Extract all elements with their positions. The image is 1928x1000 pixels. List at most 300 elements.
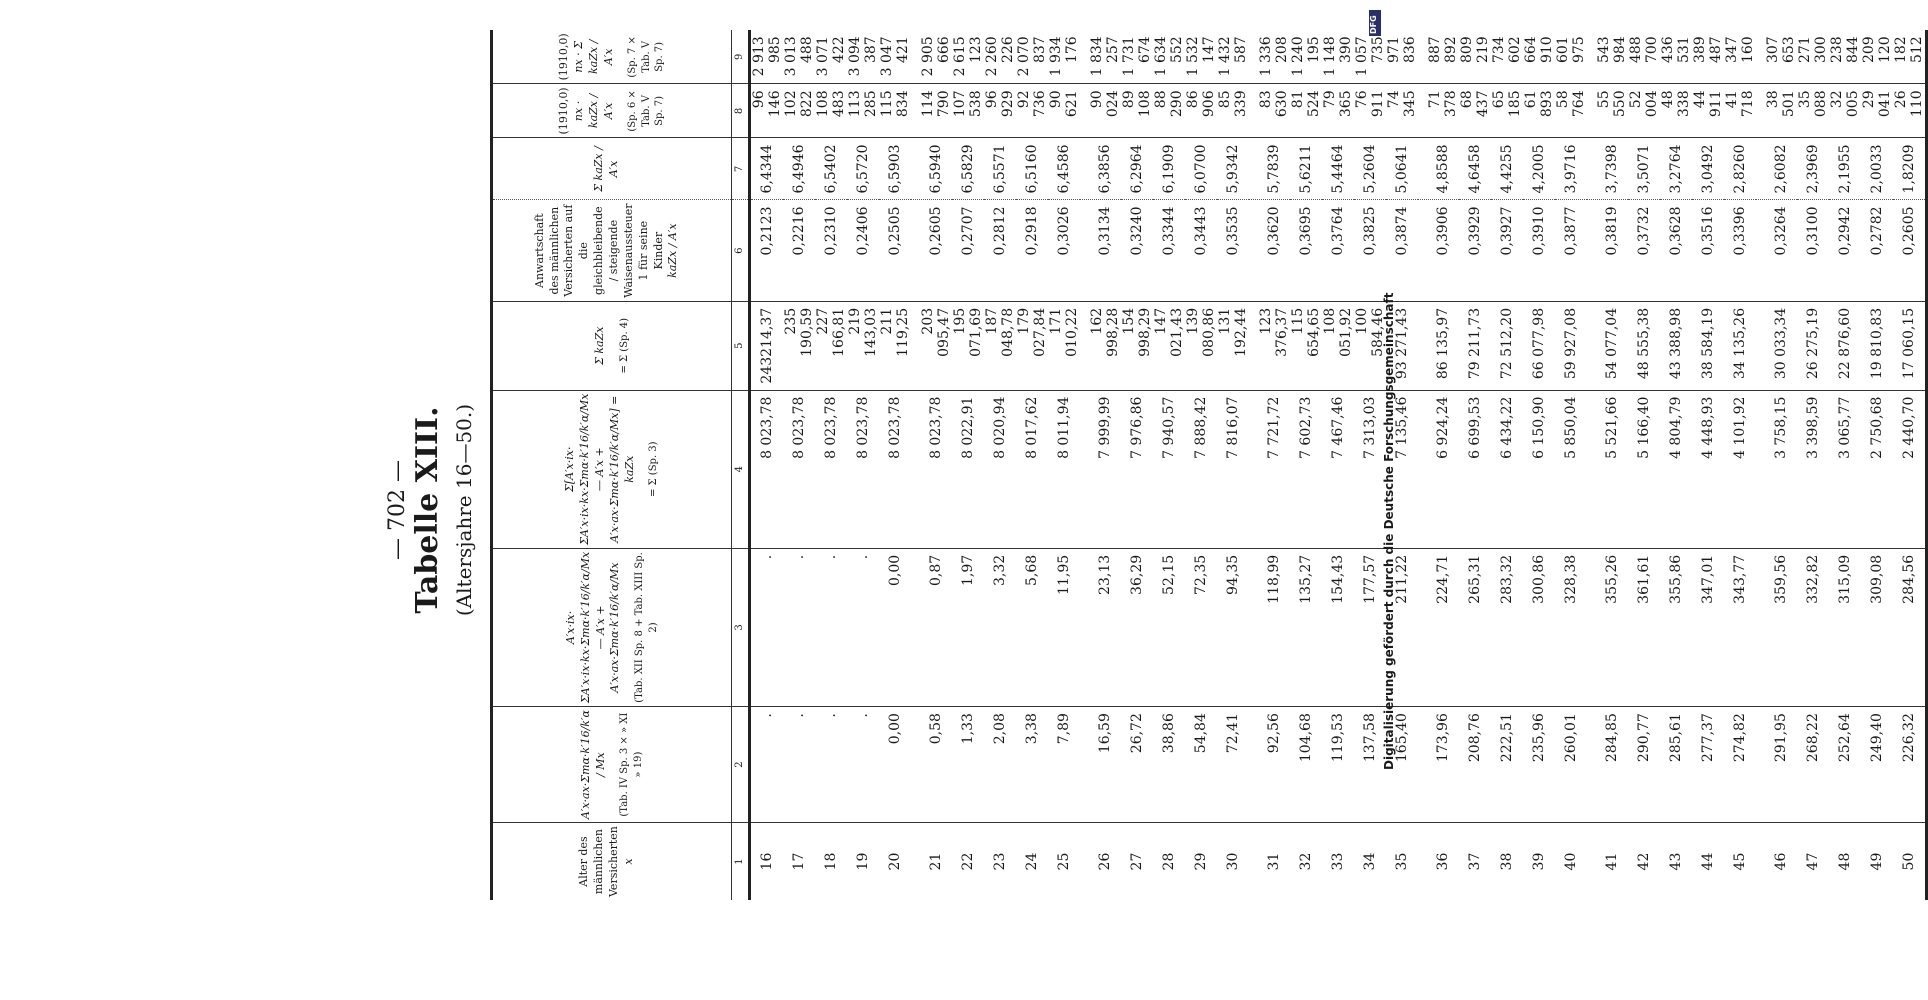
table-cell: 887 892 — [1418, 30, 1459, 84]
table-row — [1523, 30, 1555, 900]
table-cell: 265,31 — [1459, 548, 1491, 706]
column-header-6-label: Anwartschaft des männlichen Versicherten auf die gleichbleibende / steigende Waisenaussteuer 1 für seine Kinder — [532, 203, 665, 298]
table-cell: 123 376,37 — [1249, 301, 1290, 390]
column-header-4-source: = Σ (Sp. 3) — [648, 441, 660, 498]
table-cell: . — [783, 548, 815, 706]
table-cell: 7 816,07 — [1217, 390, 1249, 548]
table-cell: 30 033,34 — [1756, 301, 1797, 390]
table-cell: 2 440,70 — [1893, 390, 1927, 548]
table-cell: 1,33 — [952, 707, 984, 823]
table-cell: 8 011,94 — [1048, 390, 1080, 548]
table-row — [1491, 30, 1523, 900]
table-cell: 222,51 — [1491, 707, 1523, 823]
table-cell: 6,4344 — [750, 138, 784, 200]
table-cell: 284,85 — [1587, 707, 1628, 823]
table-cell: 0,2310 — [815, 200, 847, 301]
table-cell: 285,61 — [1660, 707, 1692, 823]
table-cell: 0,2707 — [952, 200, 984, 301]
table-cell: 5 166,40 — [1628, 390, 1660, 548]
table-cell: 2 260 226 — [984, 30, 1016, 84]
table-cell: 8 023,78 — [879, 390, 911, 548]
column-header-9-formula: nx · Σ kaZx / A′x — [571, 39, 615, 74]
column-header-6-formula: kaZx / A′x — [666, 223, 680, 278]
column-header-8-source: (Sp. 6 × Tab. V Sp. 7) — [627, 90, 666, 132]
page-subtitle: (Altersjahre 16—50.) — [452, 403, 476, 617]
table-cell: 162 998,28 — [1080, 301, 1121, 390]
table-cell: 86 906 — [1185, 84, 1217, 138]
table-cell: 94,35 — [1217, 548, 1249, 706]
table-cell: 21 — [928, 852, 944, 871]
table-row — [1048, 30, 1080, 900]
table-cell: 249,40 — [1861, 707, 1893, 823]
column-header-7 — [492, 138, 732, 200]
table-cell: 47 — [1805, 852, 1821, 871]
table-cell: 6 924,24 — [1418, 390, 1459, 548]
table-cell: 209 120 — [1861, 30, 1893, 84]
table-cell: 1 934 176 — [1048, 30, 1080, 84]
table-cell: 68 437 — [1459, 84, 1491, 138]
table-cell: 177,57 — [1354, 548, 1386, 706]
table-cell: 17 — [791, 852, 807, 871]
table-cell: 971 836 — [1386, 30, 1418, 84]
table-row — [1861, 30, 1893, 900]
table-cell: 1 148 390 — [1322, 30, 1354, 84]
table-cell: 22 — [960, 852, 976, 871]
table-cell: 38 501 — [1756, 84, 1797, 138]
table-cell: 40 — [1563, 852, 1579, 871]
table-cell: 0,2782 — [1861, 200, 1893, 301]
table-cell: 6,4946 — [783, 138, 815, 200]
table-body — [750, 30, 1927, 900]
column-header-3-formula: A′x·ix· ΣA′x·ix·kx·Σmα·k′16/k′α/Mx — A′x + A′x·ax·Σmα·k′16/k′α/Mx — [563, 551, 622, 704]
table-cell: 2 905 666 — [911, 30, 952, 84]
table-cell: 92,56 — [1249, 707, 1290, 823]
table-cell: 4 101,92 — [1724, 390, 1756, 548]
column-header-1-formula: x — [621, 858, 635, 865]
table-cell: 23,13 — [1080, 548, 1121, 706]
table-cell: 30 — [1225, 852, 1241, 871]
table-row — [1587, 30, 1628, 900]
table-cell: 290,77 — [1628, 707, 1660, 823]
table-cell: 118,99 — [1249, 548, 1290, 706]
table-cell: 74 345 — [1386, 84, 1418, 138]
table-cell: 31 — [1266, 852, 1282, 871]
column-header-1-label: Alter des männlichen Versicherten — [577, 826, 620, 897]
table-cell: 1 336 208 — [1249, 30, 1290, 84]
page-title: Tabelle XIII. — [410, 406, 445, 614]
table-row — [952, 30, 984, 900]
table-cell: 72 512,20 — [1491, 301, 1523, 390]
table-cell: 5,0641 — [1386, 138, 1418, 200]
table-cell: 0,3906 — [1418, 200, 1459, 301]
table-cell: 26 110 — [1893, 84, 1927, 138]
table-row — [1459, 30, 1491, 900]
table-cell: 1 834 257 — [1080, 30, 1121, 84]
table-cell: 227 166,81 — [815, 301, 847, 390]
table-cell: 48 — [1837, 852, 1853, 871]
table-cell: 0,2605 — [1893, 200, 1927, 301]
table-cell: 0,3628 — [1660, 200, 1692, 301]
table-cell: 2 070 837 — [1016, 30, 1048, 84]
table-cell: 219 143,03 — [847, 301, 879, 390]
column-number-3: 3 — [732, 548, 750, 706]
table-cell: 2,0033 — [1861, 138, 1893, 200]
table-cell: 165,40 — [1386, 707, 1418, 823]
table-cell: 0,2812 — [984, 200, 1016, 301]
table-cell: 4,4255 — [1491, 138, 1523, 200]
table-cell: 0,3927 — [1491, 200, 1523, 301]
table-cell: 108 051,92 — [1322, 301, 1354, 390]
table-row — [1797, 30, 1829, 900]
table-cell: 7,89 — [1048, 707, 1080, 823]
table-row — [1724, 30, 1756, 900]
table-cell: 4 448,93 — [1692, 390, 1724, 548]
table-cell: 29 041 — [1861, 84, 1893, 138]
table-cell: 7 888,42 — [1185, 390, 1217, 548]
table-cell: 18 — [823, 852, 839, 871]
column-header-8 — [492, 84, 732, 138]
table-cell: 92 736 — [1016, 84, 1048, 138]
column-header-6 — [492, 200, 732, 301]
table-cell: 307 653 — [1756, 30, 1797, 84]
table-cell: 44 — [1700, 852, 1716, 871]
column-number-9: 9 — [732, 30, 750, 84]
table-cell: 179 027,84 — [1016, 301, 1048, 390]
table-cell: 3,0492 — [1692, 138, 1724, 200]
table-cell: 26 275,19 — [1797, 301, 1829, 390]
table-row — [1660, 30, 1692, 900]
table-cell: 36,29 — [1121, 548, 1153, 706]
table-cell: 65 185 — [1491, 84, 1523, 138]
table-row — [1555, 30, 1587, 900]
table-cell: 6 434,22 — [1491, 390, 1523, 548]
table-cell: 6,5940 — [911, 138, 952, 200]
table-cell: 238 844 — [1829, 30, 1861, 84]
table-row — [1829, 30, 1861, 900]
table-cell: 0,3620 — [1249, 200, 1290, 301]
column-number-2: 2 — [732, 707, 750, 823]
column-header-1 — [492, 823, 732, 900]
table-cell: 0,3516 — [1692, 200, 1724, 301]
table-cell: 3,38 — [1016, 707, 1048, 823]
table-cell: 41 718 — [1724, 84, 1756, 138]
table-cell: . — [815, 548, 847, 706]
table-cell: 226,32 — [1893, 707, 1927, 823]
table-cell: 102 822 — [783, 84, 815, 138]
column-header-2 — [492, 707, 732, 823]
table-cell: 32 005 — [1829, 84, 1861, 138]
table-cell: 182 512 — [1893, 30, 1927, 84]
table-cell: 6,5402 — [815, 138, 847, 200]
table-cell: 131 192,44 — [1217, 301, 1249, 390]
table-cell: . — [783, 707, 815, 823]
column-header-9 — [492, 30, 732, 84]
table-cell: 48 338 — [1660, 84, 1692, 138]
table-cell: 93 271,43 — [1386, 301, 1418, 390]
table-cell: 6,5903 — [879, 138, 911, 200]
table-cell: 8 023,78 — [750, 390, 784, 548]
table-cell: 6,5720 — [847, 138, 879, 200]
table-cell: 6,0700 — [1185, 138, 1217, 200]
table-cell: 22 876,60 — [1829, 301, 1861, 390]
table-cell: 38,86 — [1153, 707, 1185, 823]
table-cell: 66 077,98 — [1523, 301, 1555, 390]
table-cell: 79 365 — [1322, 84, 1354, 138]
table-cell: 8 023,78 — [911, 390, 952, 548]
table-cell: 48 555,38 — [1628, 301, 1660, 390]
table-cell: 104,68 — [1290, 707, 1322, 823]
table-cell: 85 339 — [1217, 84, 1249, 138]
table-cell: . — [847, 548, 879, 706]
table-cell: 52,15 — [1153, 548, 1185, 706]
table-cell: 347 160 — [1724, 30, 1756, 84]
table-cell: 355,26 — [1587, 548, 1628, 706]
table-cell: 90 024 — [1080, 84, 1121, 138]
table-cell: 35 — [1394, 852, 1410, 871]
table-cell: 83 630 — [1249, 84, 1290, 138]
table-cell: 0,58 — [911, 707, 952, 823]
table-cell: 6,5571 — [984, 138, 1016, 200]
table-cell: 2 913 985 — [750, 30, 784, 84]
table-cell: 5,6211 — [1290, 138, 1322, 200]
table-cell: 72,41 — [1217, 707, 1249, 823]
table-cell: 0,3443 — [1185, 200, 1217, 301]
column-number-8: 8 — [732, 84, 750, 138]
table-cell: 6,4586 — [1048, 138, 1080, 200]
column-number-6: 6 — [732, 200, 750, 301]
table-cell: 41 — [1604, 852, 1620, 871]
table-cell: 1 240 195 — [1290, 30, 1322, 84]
table-cell: 11,95 — [1048, 548, 1080, 706]
table-cell: 6,3856 — [1080, 138, 1121, 200]
table-cell: 328,38 — [1555, 548, 1587, 706]
table-cell: 1 057 735 — [1354, 30, 1386, 84]
table-cell: 3 065,77 — [1829, 390, 1861, 548]
column-header-4 — [492, 390, 732, 548]
table-cell: 4 804,79 — [1660, 390, 1692, 548]
table-cell: 355,86 — [1660, 548, 1692, 706]
table-cell: 809 219 — [1459, 30, 1491, 84]
table-cell: 35 088 — [1797, 84, 1829, 138]
table-row — [879, 30, 911, 900]
table-cell: 8 022,91 — [952, 390, 984, 548]
table-cell: 25 — [1056, 852, 1072, 871]
table-cell: 37 — [1467, 852, 1483, 871]
column-header-2-formula: A′x·ax·Σmα·k′16/k′α / Mx — [578, 710, 607, 820]
table-cell: 543 984 — [1587, 30, 1628, 84]
table-cell: 601 975 — [1555, 30, 1587, 84]
table-cell: 3,2764 — [1660, 138, 1692, 200]
table-row — [1290, 30, 1322, 900]
table-cell: 38 584,19 — [1692, 301, 1724, 390]
column-header-5-source: = Σ (Sp. 4) — [618, 317, 630, 374]
table-cell: 115 834 — [879, 84, 911, 138]
table-cell: 3,9716 — [1555, 138, 1587, 200]
table-cell: 0,3825 — [1354, 200, 1386, 301]
table-cell: 26 — [1097, 852, 1113, 871]
table-cell: 291,95 — [1756, 707, 1797, 823]
table-cell: 3 398,59 — [1797, 390, 1829, 548]
table-cell: 1,97 — [952, 548, 984, 706]
table-cell: 19 — [855, 852, 871, 871]
table-cell: 2,1955 — [1829, 138, 1861, 200]
table-cell: 23 — [992, 852, 1008, 871]
table-row — [847, 30, 879, 900]
table-cell: 46 — [1773, 852, 1789, 871]
table-cell: 154 998,29 — [1121, 301, 1153, 390]
table-cell: 309,08 — [1861, 548, 1893, 706]
table-cell: 6,1909 — [1153, 138, 1185, 200]
table-cell: 2,3969 — [1797, 138, 1829, 200]
table-row — [1893, 30, 1927, 900]
table-cell: 1 731 674 — [1121, 30, 1153, 84]
table-cell: 3 013 488 — [783, 30, 815, 84]
table-cell: 8 023,78 — [783, 390, 815, 548]
table-cell: 39 — [1531, 852, 1547, 871]
table-cell: 43 388,98 — [1660, 301, 1692, 390]
table-cell: 72,35 — [1185, 548, 1217, 706]
table-cell: 29 — [1193, 852, 1209, 871]
table-cell: 7 467,46 — [1322, 390, 1354, 548]
table-cell: 36 — [1435, 852, 1451, 871]
table-cell: 8 020,94 — [984, 390, 1016, 548]
table-cell: 0,3535 — [1217, 200, 1249, 301]
table-cell: 86 135,97 — [1418, 301, 1459, 390]
table-cell: 211 119,25 — [879, 301, 911, 390]
table-cell: 28 — [1161, 852, 1177, 871]
table-cell: 8 017,62 — [1016, 390, 1048, 548]
table-row — [1217, 30, 1249, 900]
table-cell: 0,3877 — [1555, 200, 1587, 301]
table-cell: 61 893 — [1523, 84, 1555, 138]
table-cell: 1,8209 — [1893, 138, 1927, 200]
table-cell: 347,01 — [1692, 548, 1724, 706]
table-cell: 4,2005 — [1523, 138, 1555, 200]
table-cell: 224,71 — [1418, 548, 1459, 706]
table-cell: 17 060,15 — [1893, 301, 1927, 390]
table-cell: 488 700 — [1628, 30, 1660, 84]
table-cell: 147 021,43 — [1153, 301, 1185, 390]
table-cell: 55 550 — [1587, 84, 1628, 138]
table-cell: 139 080,86 — [1185, 301, 1217, 390]
table-row — [1249, 30, 1290, 900]
table-cell: 211,22 — [1386, 548, 1418, 706]
table-cell: 0,3764 — [1322, 200, 1354, 301]
table-cell: 0,3240 — [1121, 200, 1153, 301]
table-row — [1628, 30, 1660, 900]
table-cell: 34 135,26 — [1724, 301, 1756, 390]
table-cell: 49 — [1869, 852, 1885, 871]
table-cell: 7 999,99 — [1080, 390, 1121, 548]
table-cell: 173,96 — [1418, 707, 1459, 823]
table-cell: 284,56 — [1893, 548, 1927, 706]
table-cell: 54 077,04 — [1587, 301, 1628, 390]
column-header-5-formula: Σ kaZx — [592, 326, 606, 365]
table-cell: 7 313,03 — [1354, 390, 1386, 548]
table-cell: 361,61 — [1628, 548, 1660, 706]
column-number-row — [732, 30, 750, 900]
table-cell: 0,2505 — [879, 200, 911, 301]
column-header-9-source: (Sp. 7 × Tab. V Sp. 7) — [627, 36, 666, 78]
table-cell: 89 108 — [1121, 84, 1153, 138]
table-cell: 1 432 587 — [1217, 30, 1249, 84]
table-cell: 243214,37 — [750, 301, 784, 390]
table-row — [1016, 30, 1048, 900]
table-cell: 389 487 — [1692, 30, 1724, 84]
table-cell: 664 910 — [1523, 30, 1555, 84]
table-cell: 171 010,22 — [1048, 301, 1080, 390]
table-cell: 187 048,78 — [984, 301, 1016, 390]
table-cell: 76 911 — [1354, 84, 1386, 138]
table-cell: 0,3929 — [1459, 200, 1491, 301]
table-cell: 6,2964 — [1121, 138, 1153, 200]
table-cell: 0,2406 — [847, 200, 879, 301]
table-row — [1153, 30, 1185, 900]
table-cell: 3,5071 — [1628, 138, 1660, 200]
table-cell: 26,72 — [1121, 707, 1153, 823]
table-cell: 0,3100 — [1797, 200, 1829, 301]
column-number-5: 5 — [732, 301, 750, 390]
table-cell: 96 146 — [750, 84, 784, 138]
table-cell: 6,5160 — [1016, 138, 1048, 200]
table-cell: 0,00 — [879, 548, 911, 706]
table-cell: 100 584,46 — [1354, 301, 1386, 390]
table-cell: 6 699,53 — [1459, 390, 1491, 548]
table-cell: 5,4464 — [1322, 138, 1354, 200]
table-cell: 359,56 — [1756, 548, 1797, 706]
table-cell: 235,96 — [1523, 707, 1555, 823]
table-cell: 277,37 — [1692, 707, 1724, 823]
table-cell: 2 615 123 — [952, 30, 984, 84]
table-cell: 252,64 — [1829, 707, 1861, 823]
table-cell: 27 — [1129, 852, 1145, 871]
table-cell: 114 790 — [911, 84, 952, 138]
table-cell: 1 532 147 — [1185, 30, 1217, 84]
table-row — [1692, 30, 1724, 900]
table-cell: 45 — [1732, 852, 1748, 871]
table-cell: 3 758,15 — [1756, 390, 1797, 548]
table-row — [1080, 30, 1121, 900]
table-row — [815, 30, 847, 900]
table-cell: 20 — [887, 852, 903, 871]
table-cell: 3 047 421 — [879, 30, 911, 84]
table-cell: 79 211,73 — [1459, 301, 1491, 390]
table-row — [984, 30, 1016, 900]
table-cell: 0,2942 — [1829, 200, 1861, 301]
table-cell: 271 300 — [1797, 30, 1829, 84]
table-cell: 203 095,47 — [911, 301, 952, 390]
table-cell: 34 — [1362, 852, 1378, 871]
column-header-5 — [492, 301, 732, 390]
table-cell: 0,2918 — [1016, 200, 1048, 301]
table-cell: 54,84 — [1185, 707, 1217, 823]
table-cell: 300,86 — [1523, 548, 1555, 706]
table-cell: 16 — [759, 852, 775, 871]
table-cell: 52 004 — [1628, 84, 1660, 138]
column-header-4-formula: Σ[A′x·ix· ΣA′x·ix·kx·Σmα·k′16/k′α/Mx — A′x + A′x·ax·Σmα·k′16/k′α/Mx] = kaZx — [563, 393, 636, 545]
table-cell: 44 911 — [1692, 84, 1724, 138]
table-cell: 195 071,69 — [952, 301, 984, 390]
column-header-7-formula: Σ kaZx / A′x — [592, 146, 620, 192]
table-cell: 268,22 — [1797, 707, 1829, 823]
table-cell: 2,8260 — [1724, 138, 1756, 200]
table-cell: 119,53 — [1322, 707, 1354, 823]
table-cell: 5 521,66 — [1587, 390, 1628, 548]
table-cell: 50 — [1893, 823, 1927, 900]
table-cell: 0,3695 — [1290, 200, 1322, 301]
table-cell: 7 135,46 — [1386, 390, 1418, 548]
table-cell: 6 150,90 — [1523, 390, 1555, 548]
